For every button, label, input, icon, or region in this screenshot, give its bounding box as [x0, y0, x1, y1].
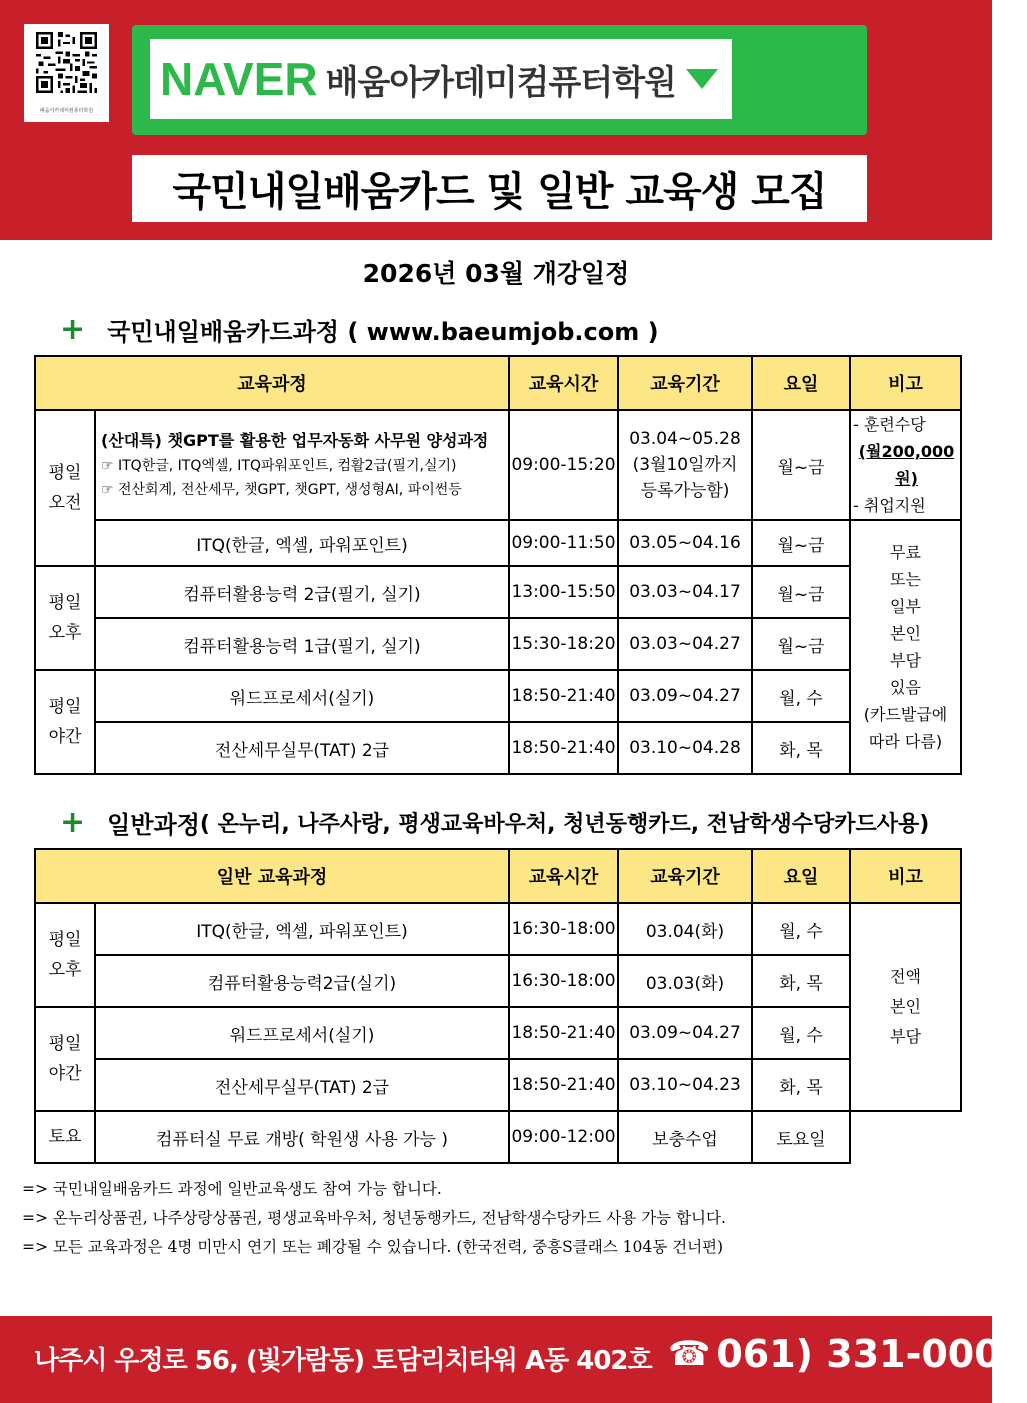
days-cell: 화, 목	[752, 955, 850, 1007]
course-cell: 워드프로세서(실기)	[95, 670, 509, 722]
note-line: => 국민내일배움카드 과정에 일반교육생도 참여 가능 합니다.	[22, 1180, 442, 1198]
slot-label: 평일 야간	[35, 670, 95, 774]
card-course-table	[34, 355, 962, 775]
section1-heading	[60, 312, 659, 347]
table-row	[35, 1059, 961, 1111]
days-cell: 월~금	[752, 410, 850, 520]
period-cell: 보충수업	[618, 1111, 752, 1163]
section1-title: 국민내일배움카드과정 ( www.baeumjob.com )	[107, 318, 659, 346]
time-cell: 18:50-21:40	[509, 722, 618, 774]
table-row	[35, 1007, 961, 1059]
days-cell: 월, 수	[752, 670, 850, 722]
slot-label: 평일 야간	[35, 1007, 95, 1111]
header-time: 교육시간	[509, 849, 618, 903]
period-cell: 03.03~04.27	[618, 618, 752, 670]
header-banner	[0, 0, 992, 240]
schedule-title: 2026년 03월 개강일정	[362, 259, 630, 288]
days-cell: 월, 수	[752, 1007, 850, 1059]
footer-phone[interactable]	[668, 1332, 1027, 1376]
plus-icon: +	[60, 805, 86, 840]
period-cell: 03.03(화)	[618, 955, 752, 1007]
section2-title: 일반과정	[107, 811, 200, 839]
qr-caption: 배움아카데미컴퓨터학원	[39, 108, 94, 114]
course-cell: ITQ(한글, 엑셀, 파워포인트)	[95, 520, 509, 566]
section2-heading	[60, 805, 929, 840]
course-cell: 컴퓨터실 무료 개방( 학원생 사용 가능 )	[95, 1111, 509, 1163]
slot-label: 평일 오후	[35, 566, 95, 670]
time-cell: 18:50-21:40	[509, 1007, 618, 1059]
header-remark: 비고	[850, 356, 961, 410]
table-header-row	[35, 849, 961, 903]
note-line: => 온누리상품권, 나주상랑상품권, 평생교육바우처, 청년동행카드, 전남학생수당카드 사용 가능 합니다.	[22, 1209, 726, 1227]
footer-banner	[0, 1316, 1027, 1403]
course-cell: 컴퓨터활용능력 2급(필기, 실기)	[95, 566, 509, 618]
header-period: 교육기간	[618, 356, 752, 410]
phone-number: 061) 331-0002	[716, 1332, 1027, 1376]
table-row	[35, 955, 961, 1007]
academy-name: 배움아카데미컴퓨터학원	[325, 62, 676, 103]
table-row	[35, 410, 961, 520]
days-cell: 화, 목	[752, 1059, 850, 1111]
days-cell: 월~금	[752, 520, 850, 566]
qr-code-icon	[36, 32, 97, 93]
header-days: 요일	[752, 356, 850, 410]
period-cell: 03.04(화)	[618, 903, 752, 955]
course-cell: 컴퓨터활용능력2급(실기)	[95, 955, 509, 1007]
slot-label: 평일 오전	[35, 410, 95, 566]
plus-icon: +	[60, 312, 86, 347]
time-cell: 13:00-15:50	[509, 566, 618, 618]
header-time: 교육시간	[509, 356, 618, 410]
table-header-row	[35, 356, 961, 410]
section2-subtitle: ( 온누리, 나주사랑, 평생교육바우처, 청년동행카드, 전남학생수당카드사용)	[199, 812, 930, 837]
days-cell: 토요일	[752, 1111, 850, 1163]
main-title-banner	[132, 155, 867, 222]
period-cell: 03.10~04.23	[618, 1059, 752, 1111]
table-row	[35, 566, 961, 618]
main-title: 국민내일배움카드 및 일반 교육생 모집	[172, 169, 827, 215]
naver-logo: NAVER	[160, 53, 318, 105]
days-cell: 월, 수	[752, 903, 850, 955]
period-cell: 03.10~04.28	[618, 722, 752, 774]
course-cell: 워드프로세서(실기)	[95, 1007, 509, 1059]
time-cell: 16:30-18:00	[509, 903, 618, 955]
course-cell: 전산세무실무(TAT) 2급	[95, 722, 509, 774]
time-cell: 18:50-21:40	[509, 1059, 618, 1111]
triangle-down-icon	[686, 69, 718, 89]
naver-banner[interactable]	[132, 25, 867, 135]
header-remark: 비고	[850, 849, 961, 903]
remark-shared: 무료 또는 일부 본인 부담 있음 (카드발급에 따라 다름)	[850, 520, 961, 774]
slot-label: 평일 오후	[35, 903, 95, 1007]
period-cell: 03.04~05.28 (3월10일까지 등록가능함)	[618, 410, 752, 520]
header-course: 일반 교육과정	[35, 849, 509, 903]
table-row	[35, 722, 961, 774]
time-cell: 09:00-12:00	[509, 1111, 618, 1163]
course-cell: 전산세무실무(TAT) 2급	[95, 1059, 509, 1111]
time-cell: 09:00-11:50	[509, 520, 618, 566]
remark-shared: 전액 본인 부담	[850, 903, 961, 1111]
table-row	[35, 903, 961, 955]
period-cell: 03.03~04.17	[618, 566, 752, 618]
slot-label: 토요	[35, 1111, 95, 1163]
course-cell: ITQ(한글, 엑셀, 파워포인트)	[95, 903, 509, 955]
table-row	[35, 618, 961, 670]
table-row	[35, 1111, 961, 1163]
course-cell: 컴퓨터활용능력 1급(필기, 실기)	[95, 618, 509, 670]
table-row	[35, 520, 961, 566]
qr-code[interactable]	[24, 24, 109, 122]
days-cell: 월~금	[752, 618, 850, 670]
telephone-icon: ☎	[668, 1334, 711, 1374]
period-cell: 03.05~04.16	[618, 520, 752, 566]
course-cell: (산대특) 챗GPT를 활용한 업무자동화 사무원 양성과정 ☞ ITQ한글, ITQ엑셀, ITQ파워포인트, 컴활2급(필기,실기) ☞ 전산회계, 전산세무, 챗GPT, 챗GPT, 생성형AI, 파이썬등	[95, 410, 509, 520]
period-cell: 03.09~04.27	[618, 1007, 752, 1059]
time-cell: 09:00-15:20	[509, 410, 618, 520]
period-cell: 03.09~04.27	[618, 670, 752, 722]
note-line: => 모든 교육과정은 4명 미만시 연기 또는 폐강될 수 있습니다. (한국전력, 중흥S클래스 104동 건너편)	[22, 1238, 724, 1256]
time-cell: 16:30-18:00	[509, 955, 618, 1007]
remark-cell: - 훈련수당 (월200,000원) - 취업지원	[850, 410, 961, 520]
notes	[22, 1175, 726, 1262]
days-cell: 월~금	[752, 566, 850, 618]
table-row	[35, 670, 961, 722]
naver-search-box[interactable]	[150, 39, 732, 119]
general-course-table	[34, 848, 962, 1164]
days-cell: 화, 목	[752, 722, 850, 774]
header-course: 교육과정	[35, 356, 509, 410]
footer-address: 나주시 우정로 56, (빛가람동) 토담리치타워 A동 402호	[34, 1346, 652, 1376]
header-period: 교육기간	[618, 849, 752, 903]
time-cell: 18:50-21:40	[509, 670, 618, 722]
time-cell: 15:30-18:20	[509, 618, 618, 670]
header-days: 요일	[752, 849, 850, 903]
